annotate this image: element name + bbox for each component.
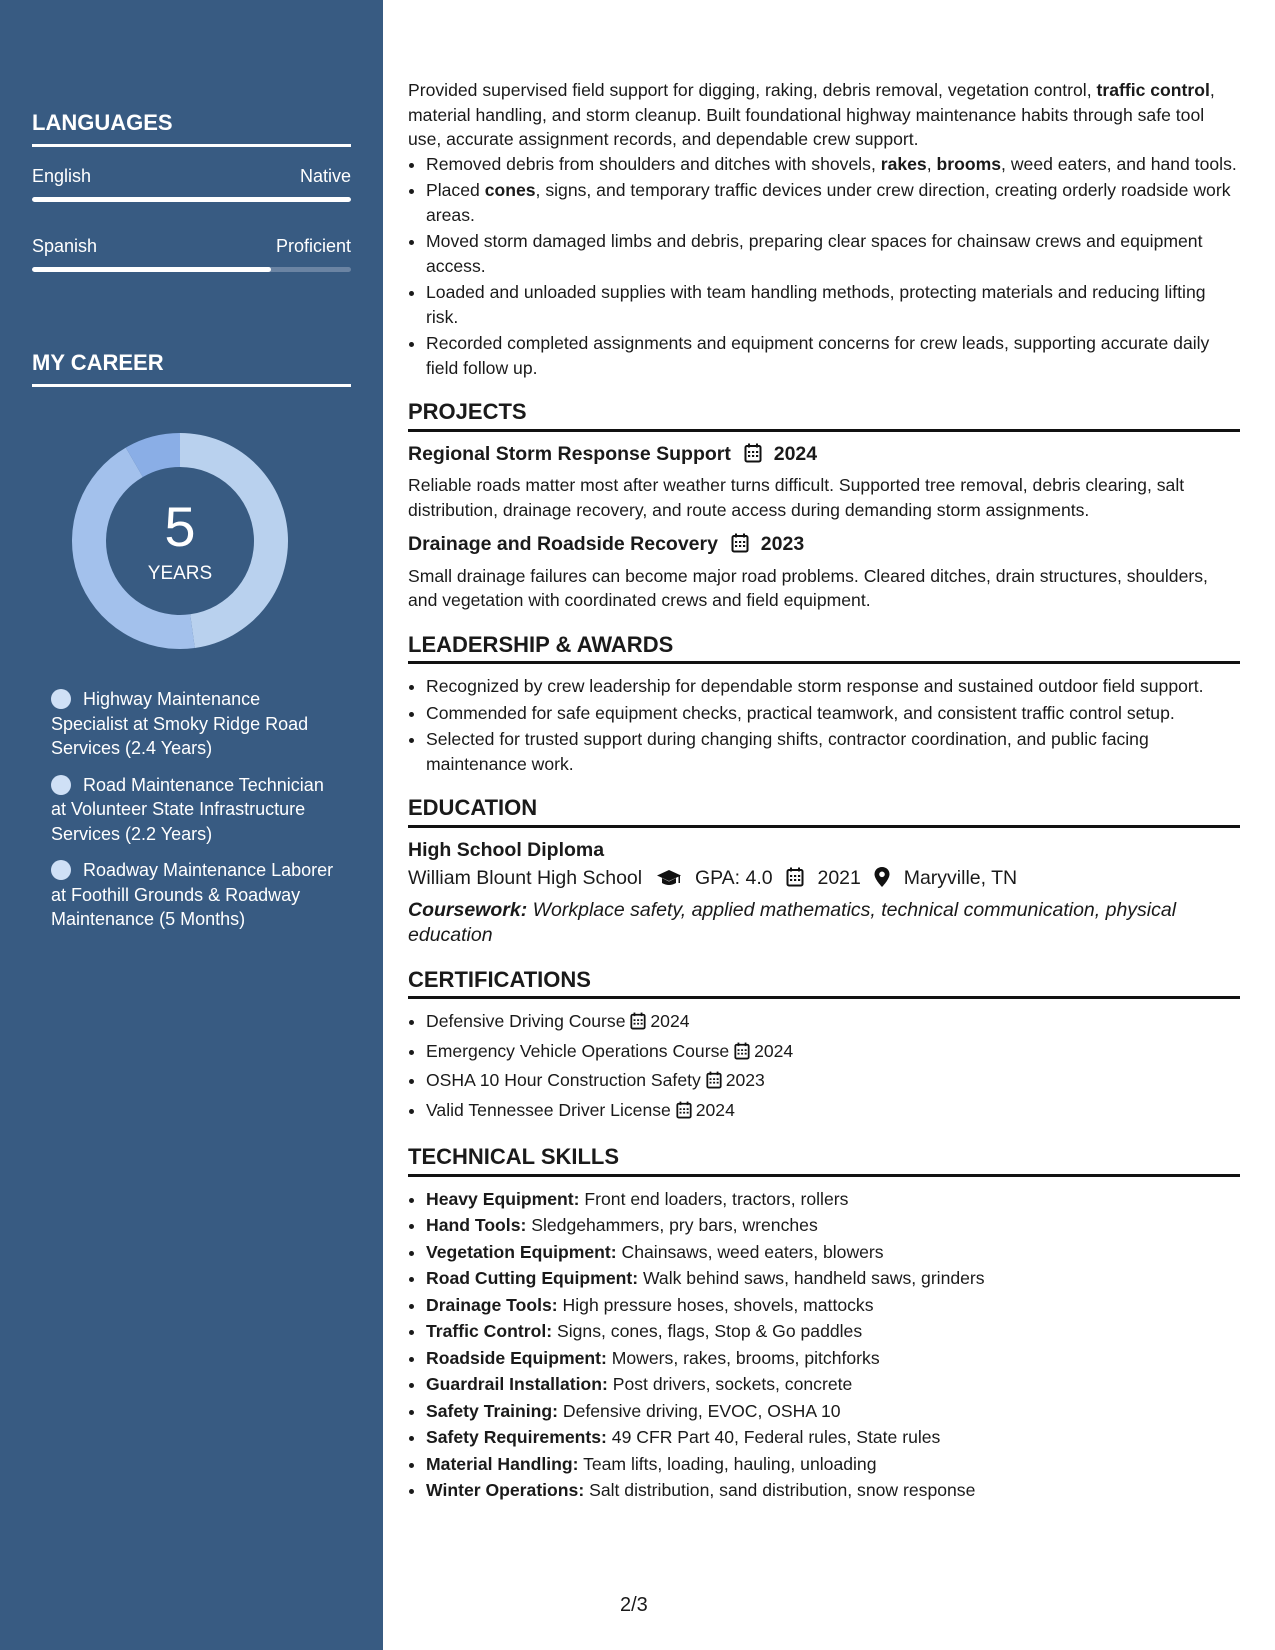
bullet-dot-icon [51, 689, 71, 709]
education-heading: EDUCATION [408, 796, 1240, 828]
skill-item [426, 1213, 1240, 1238]
experience-bullet: • Moved storm damaged limbs and debris, preparing clear spaces for chainsaw crews and equipment access. [426, 229, 1240, 278]
skill-label: Heavy Equipment: [426, 1188, 580, 1209]
languages-heading: LANGUAGES [32, 110, 351, 147]
skill-label: Hand Tools: [426, 1215, 527, 1235]
skill-label: Vegetation Equipment: [426, 1241, 617, 1262]
skill-label: Material Handling: [426, 1453, 579, 1474]
skill-value: Chainsaws, weed eaters, blowers [616, 1241, 884, 1262]
career-item-text: Road Maintenance Technician at Volunteer State Infrastructure Services (2.2 Years) [51, 774, 324, 844]
map-pin-icon [874, 867, 890, 894]
bullet-text: , [926, 153, 937, 174]
bullet-text: Removed debris from shoulders and ditches with shovels, [426, 153, 881, 174]
skill-label: Safety Training: [426, 1400, 558, 1421]
language-bar-fill [32, 197, 351, 202]
skill-value: 49 CFR Part 40, Federal rules, State rules [606, 1427, 941, 1447]
skill-item [426, 1372, 1240, 1397]
leadership-heading: LEADERSHIP & AWARDS [408, 633, 1240, 665]
school-name: William Blount High School [408, 867, 643, 889]
project-title: Regional Storm Response Support [408, 442, 731, 465]
career-list [51, 687, 341, 944]
summary-text: Provided supervised field support for digging, raking, debris removal, vegetation control, [408, 80, 1097, 100]
project-description: Reliable roads matter most after weather turns difficult. Supported tree removal, debris clearing, salt distribution, drainage recovery, and route access during demanding storm assignments. [408, 475, 1185, 520]
project-title-row [408, 532, 1240, 560]
certification-item [426, 1098, 1240, 1126]
language-name: English [32, 166, 92, 186]
certification-year: 2024 [754, 1040, 794, 1061]
projects-heading: PROJECTS [408, 400, 1240, 432]
education-details [408, 866, 1240, 894]
skill-value: Front end loaders, tractors, rollers [579, 1188, 849, 1209]
skill-value: Signs, cones, flags, Stop & Go paddles [552, 1321, 863, 1341]
project-year: 2023 [760, 533, 805, 555]
skill-value: High pressure hoses, shovels, mattocks [557, 1294, 874, 1315]
leadership-item: • Commended for safe equipment checks, practical teamwork, and consistent traffic control setup. [426, 701, 1240, 726]
bullet-text: , signs, and temporary traffic devices under crew direction, creating orderly roadside work areas. [426, 180, 1231, 225]
language-name: Spanish [32, 236, 98, 256]
language-level: Proficient [275, 236, 351, 256]
certification-name: Defensive Driving Course [426, 1011, 626, 1031]
project-title: Drainage and Roadside Recovery [408, 533, 718, 555]
bullet-bold: cones [484, 180, 536, 200]
career-item [51, 773, 341, 847]
career-item-text: Highway Maintenance Specialist at Smoky Ridge Road Services (2.4 Years) [51, 689, 309, 758]
skill-value: Post drivers, sockets, concrete [607, 1374, 853, 1394]
skill-item [426, 1478, 1240, 1503]
page-number: 2/3 [620, 1594, 648, 1616]
skills-list [408, 1187, 1240, 1503]
summary-text: , material handling, and storm cleanup. Built foundational highway maintenance habits through safe tool use, accurate assignment records, and dependable crew support. [408, 80, 1215, 149]
leadership-list [408, 674, 1240, 776]
main-content [408, 78, 1240, 1505]
total-years-value: 5 [164, 495, 196, 558]
bullet-bold: rakes [880, 153, 927, 174]
experience-bullet [426, 152, 1240, 177]
bullet-dot-icon [51, 860, 71, 880]
skill-label: Road Cutting Equipment: [426, 1268, 639, 1288]
skill-label: Traffic Control: [426, 1321, 553, 1341]
calendar-icon [706, 1071, 722, 1096]
summary-bold: traffic control [1096, 80, 1210, 100]
skill-value: Salt distribution, sand distribution, snow response [584, 1480, 976, 1500]
career-item [51, 687, 341, 761]
certification-item [426, 1068, 1240, 1096]
experience-bullet: • Recorded completed assignments and equipment concerns for crew leads, supporting accurate daily field follow up. [426, 331, 1240, 380]
certifications-list [408, 1009, 1240, 1125]
experience-bullets [408, 152, 1240, 381]
certification-item [426, 1039, 1240, 1067]
skill-value: Team lifts, loading, hauling, unloading [578, 1453, 877, 1474]
school-location: Maryville, TN [903, 867, 1018, 889]
skill-label: Roadside Equipment: [426, 1347, 607, 1368]
calendar-icon [676, 1101, 692, 1126]
certification-year: 2024 [695, 1099, 735, 1120]
language-bar-fill [32, 267, 271, 272]
project-year: 2024 [773, 442, 818, 465]
career-item [51, 858, 341, 932]
skill-value: Defensive driving, EVOC, OSHA 10 [557, 1400, 841, 1421]
language-level: Native [299, 166, 351, 186]
graduation-cap-icon [656, 869, 682, 894]
sidebar [0, 0, 383, 1650]
calendar-icon [630, 1012, 646, 1037]
career-item-text: Roadway Maintenance Laborer at Foothill Grounds & Roadway Maintenance (5 Months) [51, 860, 334, 929]
calendar-icon [731, 533, 749, 560]
experience-bullet [426, 178, 1240, 227]
certification-item [426, 1009, 1240, 1037]
experience-summary [408, 78, 1240, 152]
bullet-text: Placed [426, 180, 485, 200]
skill-label: Guardrail Installation: [426, 1374, 608, 1394]
skills-heading: TECHNICAL SKILLS [408, 1145, 1240, 1177]
project-description: Small drainage failures can become major road problems. Cleared ditches, drain structures, shoulders, and vegetation with coordinated crews and field equipment. [408, 565, 1208, 610]
skill-item [426, 1452, 1240, 1477]
project-title-row [408, 442, 1240, 470]
graduation-year: 2021 [817, 867, 861, 889]
bullet-dot-icon [51, 775, 71, 795]
coursework-label: Coursework: [408, 898, 528, 921]
skill-item [426, 1293, 1240, 1318]
calendar-icon [744, 443, 762, 470]
certification-name: OSHA 10 Hour Construction Safety [426, 1070, 701, 1090]
skill-value: Mowers, rakes, brooms, pitchforks [606, 1347, 880, 1368]
certification-year: 2023 [725, 1070, 765, 1090]
calendar-icon [786, 867, 804, 894]
career-donut-chart [66, 427, 294, 655]
skill-item [426, 1266, 1240, 1291]
skill-item [426, 1425, 1240, 1450]
degree-title: High School Diploma [408, 838, 605, 861]
skill-value: Walk behind saws, handheld saws, grinders [638, 1268, 985, 1288]
coursework-text: Workplace safety, applied mathematics, technical communication, physical education [408, 898, 1177, 946]
gpa: GPA: 4.0 [694, 867, 773, 889]
skill-item [426, 1187, 1240, 1212]
experience-bullet: • Loaded and unloaded supplies with team handling methods, protecting materials and reducing lifting risk. [426, 280, 1240, 329]
skill-label: Safety Requirements: [426, 1427, 607, 1447]
skill-item [426, 1319, 1240, 1344]
skill-item [426, 1346, 1240, 1371]
bullet-text: , weed eaters, and hand tools. [1001, 153, 1237, 174]
skill-label: Winter Operations: [426, 1480, 585, 1500]
skill-label: Drainage Tools: [426, 1294, 558, 1315]
certification-year: 2024 [650, 1011, 690, 1031]
language-bar [32, 267, 351, 272]
skill-item [426, 1240, 1240, 1265]
calendar-icon [734, 1042, 750, 1067]
career-heading: MY CAREER [32, 350, 351, 387]
leadership-item: • Recognized by crew leadership for dependable storm response and sustained outdoor field support. [426, 674, 1240, 699]
coursework [408, 898, 1240, 948]
total-years-label: YEARS [147, 563, 213, 584]
certification-name: Emergency Vehicle Operations Course [426, 1040, 730, 1061]
language-bar [32, 197, 351, 202]
leadership-item: • Selected for trusted support during changing shifts, contractor coordination, and public facing maintenance work. [426, 727, 1240, 776]
certifications-heading: CERTIFICATIONS [408, 968, 1240, 1000]
skill-value: Sledgehammers, pry bars, wrenches [526, 1215, 818, 1235]
skill-item [426, 1399, 1240, 1424]
certification-name: Valid Tennessee Driver License [426, 1099, 671, 1120]
bullet-bold: brooms [936, 153, 1002, 174]
